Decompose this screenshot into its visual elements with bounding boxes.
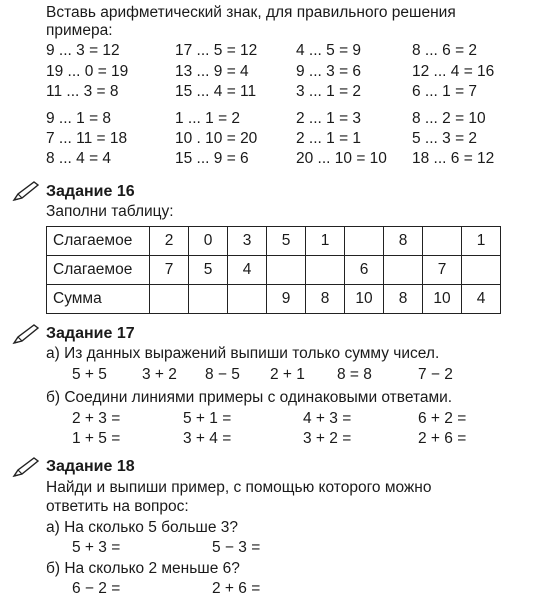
table-cell[interactable]: 10 (423, 285, 462, 314)
table-cell[interactable] (267, 256, 306, 285)
expression: 1 + 5 = (72, 430, 121, 447)
example: 13 ... 9 = 4 (175, 63, 249, 80)
expression: 5 + 3 = (72, 539, 121, 556)
example: 1 ... 1 = 2 (175, 110, 241, 127)
table-cell[interactable]: 9 (267, 285, 306, 314)
task-17-part-a: а) Из данных выражений выпиши только сумму чисел. (46, 345, 440, 362)
row-label: Слагаемое (47, 227, 150, 256)
expression: 3 + 2 = (303, 430, 352, 447)
example: 5 ... 3 = 2 (412, 130, 478, 147)
table-cell[interactable]: 4 (462, 285, 501, 314)
expression: 6 − 2 = (72, 580, 121, 597)
row-label: Сумма (47, 285, 150, 314)
example: 11 ... 3 = 8 (46, 83, 119, 100)
table-cell[interactable] (306, 256, 345, 285)
table-cell[interactable]: 7 (150, 256, 189, 285)
example: 6 ... 1 = 7 (412, 83, 478, 100)
table-cell[interactable]: 8 (384, 285, 423, 314)
pencil-icon (12, 323, 40, 345)
example: 3 ... 1 = 2 (296, 83, 362, 100)
example: 12 ... 4 = 16 (412, 63, 495, 80)
table-cell[interactable] (462, 256, 501, 285)
table-cell[interactable]: 4 (228, 256, 267, 285)
table-cell[interactable] (345, 227, 384, 256)
example: 15 ... 9 = 6 (175, 150, 249, 167)
task-18-question-a: а) На сколько 5 больше 3? (46, 519, 239, 536)
table-cell[interactable]: 5 (267, 227, 306, 256)
example: 15 ... 4 = 11 (175, 83, 257, 100)
task-18-title: Задание 18 (46, 458, 135, 475)
table-cell[interactable]: 5 (189, 256, 228, 285)
table-cell[interactable]: 7 (423, 256, 462, 285)
table-row (47, 285, 501, 314)
table-cell[interactable] (150, 285, 189, 314)
expression: 6 + 2 = (418, 410, 467, 427)
intro-line-1: Вставь арифметический знак, для правильного решения (46, 4, 456, 21)
intro-line-2: примера: (46, 22, 113, 39)
expression: 2 + 3 = (72, 410, 121, 427)
example: 17 ... 5 = 12 (175, 42, 258, 59)
expression: 2 + 6 = (418, 430, 467, 447)
expression: 5 + 1 = (183, 410, 232, 427)
example: 20 ... 10 = 10 (296, 150, 387, 167)
task-18-question-b: б) На сколько 2 меньше 6? (46, 560, 240, 577)
example: 8 ... 6 = 2 (412, 42, 478, 59)
example: 8 ... 4 = 4 (46, 150, 112, 167)
task-18-line-1: Найди и выпиши пример, с помощью которого можно (46, 479, 432, 496)
expression: 5 + 5 (72, 366, 107, 383)
pencil-icon (12, 180, 40, 202)
expression: 4 + 3 = (303, 410, 352, 427)
table-cell[interactable]: 8 (384, 227, 423, 256)
table-cell[interactable] (423, 227, 462, 256)
pencil-icon (12, 456, 40, 478)
example: 10 . 10 = 20 (175, 130, 258, 147)
table-cell[interactable]: 6 (345, 256, 384, 285)
example: 2 ... 1 = 1 (296, 130, 362, 147)
example: 19 ... 0 = 19 (46, 63, 129, 80)
example: 9 ... 3 = 6 (296, 63, 362, 80)
table-cell[interactable]: 0 (189, 227, 228, 256)
expression: 3 + 2 (142, 366, 177, 383)
table-cell[interactable]: 10 (345, 285, 384, 314)
task-16-title: Задание 16 (46, 183, 135, 200)
table-row (47, 256, 501, 285)
table-cell[interactable]: 3 (228, 227, 267, 256)
expression: 8 − 5 (205, 366, 240, 383)
expression: 2 + 1 (270, 366, 305, 383)
expression: 2 + 6 = (212, 580, 261, 597)
table-cell[interactable]: 8 (306, 285, 345, 314)
task-17-title: Задание 17 (46, 325, 135, 342)
example: 8 ... 2 = 10 (412, 110, 486, 127)
expression: 3 + 4 = (183, 430, 232, 447)
expression: 5 − 3 = (212, 539, 261, 556)
addition-table (46, 226, 501, 314)
example: 4 ... 5 = 9 (296, 42, 362, 59)
example: 7 ... 11 = 18 (46, 130, 128, 147)
task-17-part-b: б) Соедини линиями примеры с одинаковыми ответами. (46, 389, 453, 406)
row-label: Слагаемое (47, 256, 150, 285)
table-row (47, 227, 501, 256)
task-18-line-2: ответить на вопрос: (46, 498, 189, 515)
example: 18 ... 6 = 12 (412, 150, 495, 167)
expression: 8 = 8 (337, 366, 372, 383)
table-cell[interactable] (228, 285, 267, 314)
table-cell[interactable]: 2 (150, 227, 189, 256)
table-cell[interactable] (384, 256, 423, 285)
example: 9 ... 3 = 12 (46, 42, 120, 59)
table-cell[interactable]: 1 (462, 227, 501, 256)
example: 2 ... 1 = 3 (296, 110, 362, 127)
table-cell[interactable]: 1 (306, 227, 345, 256)
example: 9 ... 1 = 8 (46, 110, 112, 127)
task-16-instruction: Заполни таблицу: (46, 203, 174, 220)
table-cell[interactable] (189, 285, 228, 314)
expression: 7 − 2 (418, 366, 453, 383)
